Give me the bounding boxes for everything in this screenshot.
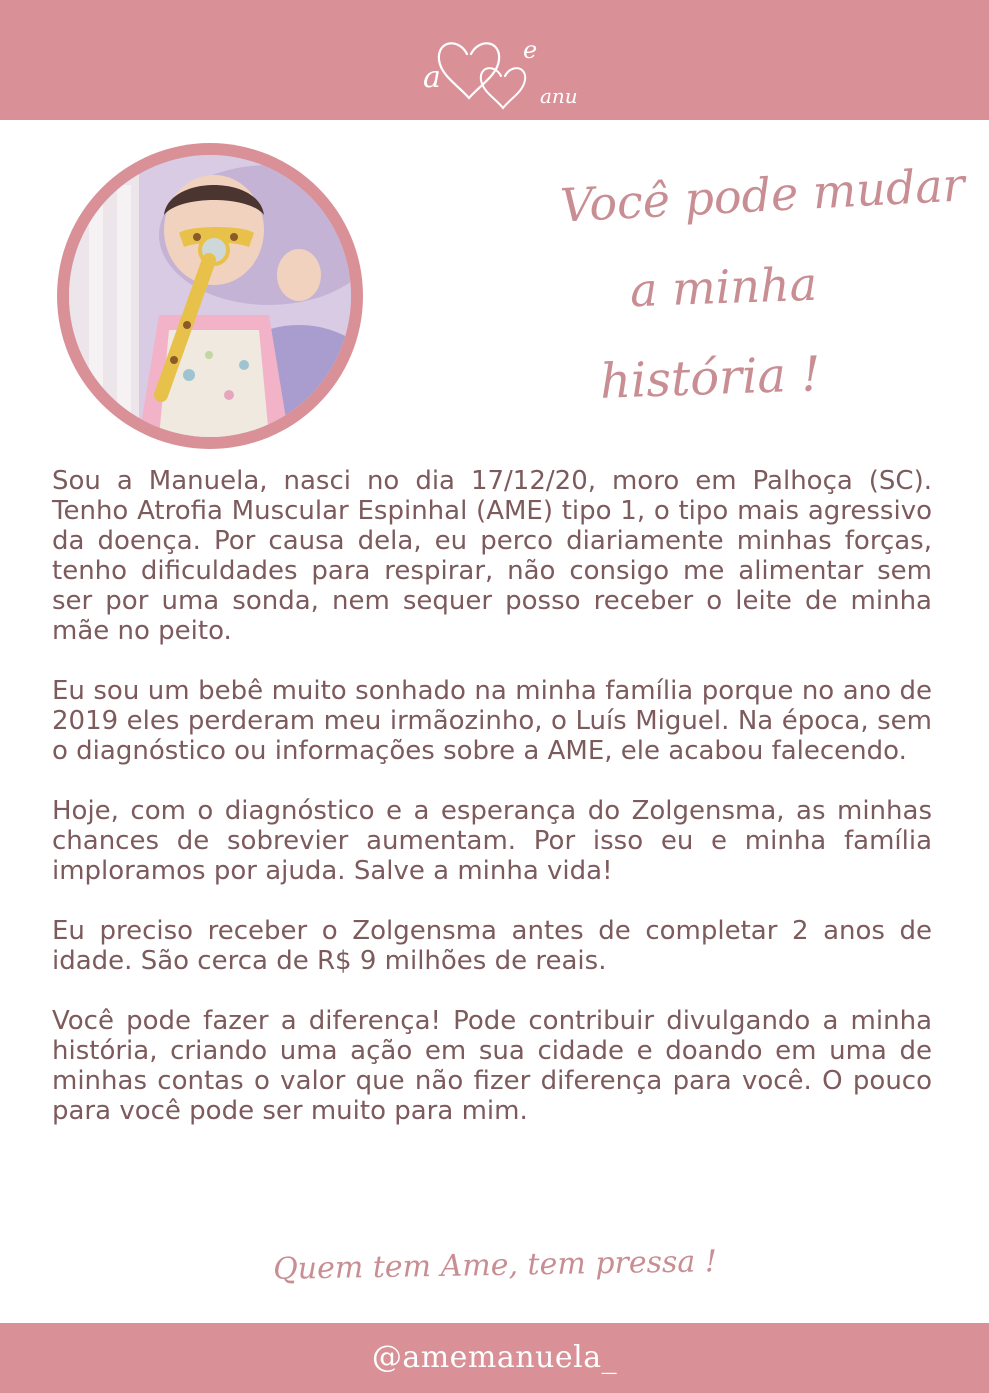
headline-line-2: a minha	[629, 256, 818, 318]
story-paragraph-4: Eu preciso receber o Zolgensma antes de completar 2 anos de idade. São cerca de R$ 9 milhões de reais.	[52, 916, 932, 976]
headline-script	[520, 150, 966, 440]
story-paragraph-2: Eu sou um bebê muito sonhado na minha família porque no ano de 2019 eles perderam meu irmãozinho, o Luís Miguel. Na época, sem o diagnóstico ou informações sobre a AME, ele acabou falecendo.	[52, 676, 932, 766]
baby-photo	[69, 155, 351, 437]
tagline: Quem tem Ame, tem pressa !	[272, 1244, 718, 1287]
story-paragraph-3: Hoje, com o diagnóstico e a esperança do Zolgensma, as minhas chances de sobrevier aumentam. Por isso eu e minha família imploramos por ajuda. Salve a minha vida!	[52, 796, 932, 886]
baby-photo-frame	[57, 143, 363, 449]
headline-line-3: história !	[599, 346, 822, 410]
baby-illustration	[69, 155, 351, 437]
story-paragraph-1: Sou a Manuela, nasci no dia 17/12/20, moro em Palhoça (SC). Tenho Atrofia Muscular Espinhal (AME) tipo 1, o tipo mais agressivo da doença. Por causa dela, eu perco diariamente minhas forças, tenho dificuldades para respirar, não consigo me alimentar sem ser por uma sonda, nem sequer posso receber o leite de minha mãe no peito.	[52, 466, 932, 646]
headline-line-1: Você pode mudar	[558, 157, 966, 233]
story-paragraph-5: Você pode fazer a diferença! Pode contribuir divulgando a minha história, criando uma ação em sua cidade e doando em uma de minhas contas o valor que não fizer diferença para você. O pouco para você pode ser muito para mim.	[52, 1006, 932, 1126]
logo-letter-e: e	[523, 36, 538, 64]
ame-manu-logo	[415, 14, 585, 114]
logo-letters-anu: anu	[540, 84, 578, 108]
logo-letter-a: a	[423, 60, 441, 95]
story-text	[52, 466, 932, 1156]
instagram-handle: @amemanuela_	[371, 1340, 618, 1375]
